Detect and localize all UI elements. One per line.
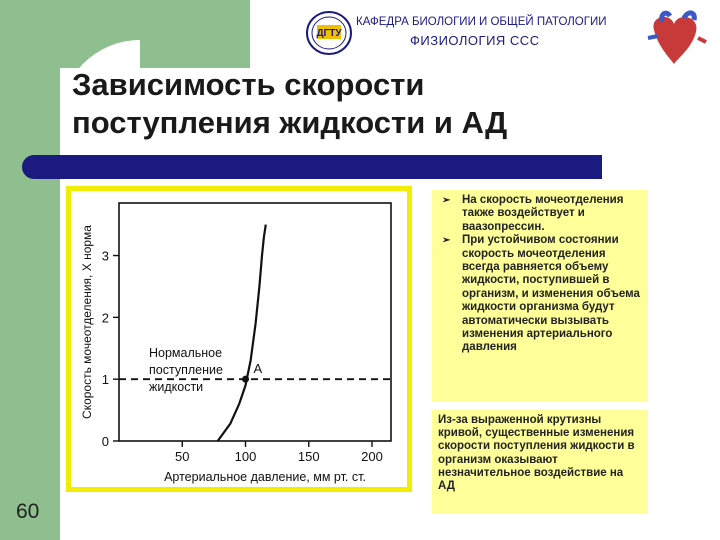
heart-icon bbox=[640, 8, 710, 66]
x-tick-label: 150 bbox=[297, 449, 320, 464]
reference-line-label: поступление bbox=[149, 363, 223, 378]
x-tick-label: 200 bbox=[361, 449, 383, 464]
bullet-item-2 bbox=[442, 234, 642, 355]
bullet-item-1 bbox=[442, 194, 642, 234]
logo-text: ДГТУ bbox=[316, 28, 342, 39]
curve-line bbox=[218, 225, 266, 441]
title-line-1: Зависимость скорости bbox=[72, 67, 425, 102]
equilibrium-point bbox=[242, 376, 249, 383]
chart-frame bbox=[66, 186, 412, 492]
subject-name: ФИЗИОЛОГИЯ ССС bbox=[410, 33, 540, 48]
reference-line-label: Нормальное bbox=[149, 346, 223, 361]
point-label: А bbox=[253, 361, 263, 377]
department-name: КАФЕДРА БИОЛОГИИ И ОБЩЕЙ ПАТОЛОГИИ bbox=[356, 16, 607, 28]
title-divider bbox=[22, 155, 602, 179]
y-tick-label: 1 bbox=[101, 372, 109, 388]
bullet-text-2: При устойчивом состоянии скорость мочеотделения всегда равняется объему жидкости, поступившей в организм, и изменения объема жидкости организма будут автоматически вызывать изменения артериального давления bbox=[462, 234, 640, 354]
y-tick-label: 2 bbox=[101, 310, 109, 326]
slide-title bbox=[72, 66, 507, 142]
university-logo-icon bbox=[305, 10, 353, 56]
arrow-bullet-icon: ➢ bbox=[442, 235, 451, 247]
y-axis-label: Скорость мочеотделения, Х норма bbox=[80, 225, 94, 419]
conclusion-note: Из-за выраженной крутизны кривой, существенные изменения скорости поступления жидкости в организм оказывают незначительное воздействие на АД bbox=[432, 410, 648, 514]
pressure-flow-chart bbox=[71, 191, 407, 487]
reference-line-label: жидкости bbox=[149, 380, 204, 395]
title-line-2: поступления жидкости и АД bbox=[72, 105, 508, 140]
x-axis-label: Артериальное давление, мм рт. ст. bbox=[164, 470, 366, 484]
x-tick-label: 100 bbox=[234, 449, 257, 464]
y-tick-label: 0 bbox=[101, 434, 109, 449]
x-tick-label: 50 bbox=[175, 449, 190, 464]
slide-number: 60 bbox=[16, 500, 40, 523]
y-tick-label: 3 bbox=[101, 248, 109, 264]
bullet-list bbox=[432, 190, 648, 402]
left-accent-bar bbox=[0, 0, 60, 540]
arrow-bullet-icon: ➢ bbox=[442, 195, 451, 206]
bullet-text-1: На скорость мочеотделения также воздействует и ваазопрессин. bbox=[462, 194, 624, 233]
